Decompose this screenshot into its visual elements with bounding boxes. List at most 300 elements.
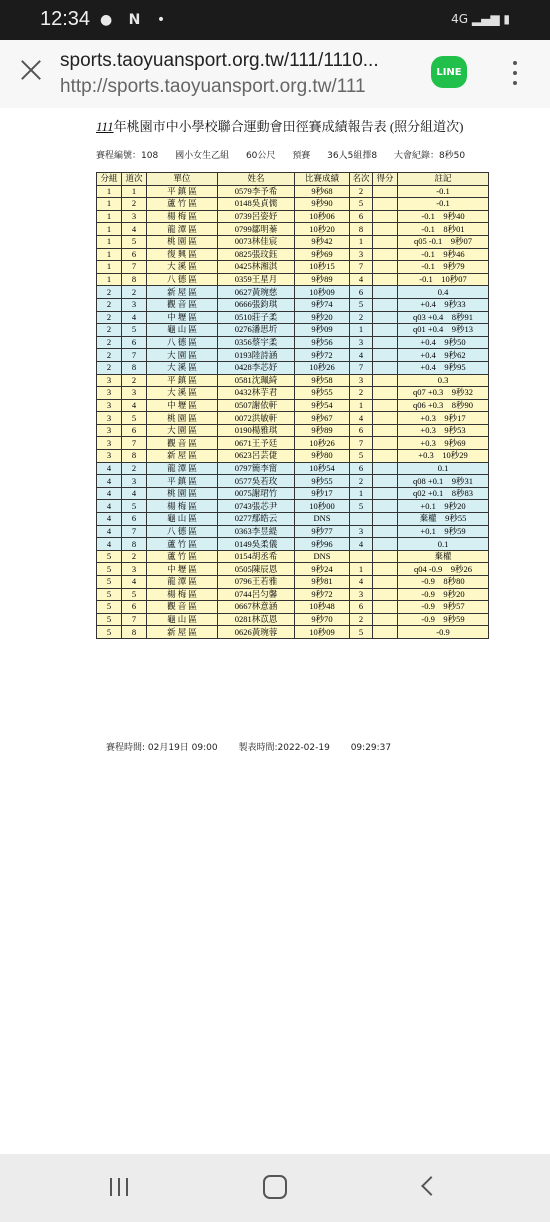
table-row [97,563,489,576]
android-nav-bar [0,1154,550,1222]
cell-name: 0072洪敏軒 [218,412,295,425]
cell-unit: 八 德 區 [147,273,218,286]
cell-note: q01 +0.4 9秒13 [398,324,489,337]
cell-rank: 7 [350,261,373,274]
report-footer [106,740,409,753]
table-row [97,374,489,387]
cell-unit: 復 興 區 [147,248,218,261]
cell-unit: 龜 山 區 [147,324,218,337]
cell-heat: 3 [97,399,122,412]
cell-score [373,576,398,589]
cell-note: 棄權 9秒55 [398,513,489,526]
cell-lane: 8 [122,538,147,551]
table-row [97,336,489,349]
cell-note: 0.3 [398,374,489,387]
cell-rank: 2 [350,387,373,400]
cell-note: 0.1 [398,538,489,551]
cell-unit: 桃 園 區 [147,487,218,500]
cell-note: -0.1 8秒01 [398,223,489,236]
cell-heat: 2 [97,349,122,362]
cell-unit: 龜 山 區 [147,613,218,626]
table-row [97,437,489,450]
cell-name: 0276潘思圻 [218,324,295,337]
cell-score [373,298,398,311]
cell-unit: 大 溪 區 [147,387,218,400]
cell-result: 9秒72 [295,349,350,362]
cell-result: 9秒20 [295,311,350,324]
cell-unit: 大 溪 區 [147,361,218,374]
table-row [97,588,489,601]
cell-name: 0359王星月 [218,273,295,286]
cell-rank: 3 [350,336,373,349]
cell-heat: 5 [97,550,122,563]
cell-result: 9秒72 [295,588,350,601]
meta-event-no: 賽程編號：108 [96,151,159,161]
cell-result: 9秒58 [295,374,350,387]
cell-result: 9秒55 [295,475,350,488]
cell-score [373,538,398,551]
table-row [97,210,489,223]
cell-note: q07 +0.3 9秒32 [398,387,489,400]
table-row [97,412,489,425]
cell-note: q02 +0.1 8秒83 [398,487,489,500]
cell-note: 0.1 [398,462,489,475]
cell-name: 0432林芋君 [218,387,295,400]
cell-lane: 8 [122,626,147,639]
cell-name: 0581沈珮綺 [218,374,295,387]
cell-name: 0743張芯尹 [218,500,295,513]
cell-result: 9秒80 [295,450,350,463]
cell-result: 9秒70 [295,613,350,626]
cell-rank: 2 [350,311,373,324]
cell-name: 0623呂芸倢 [218,450,295,463]
home-icon[interactable] [255,1172,295,1202]
cell-result: DNS [295,513,350,526]
cell-result: 10秒15 [295,261,350,274]
cell-name: 0190楊雅琪 [218,424,295,437]
cell-score [373,387,398,400]
status-right [451,12,510,26]
cell-score [373,601,398,614]
cell-lane: 5 [122,500,147,513]
cell-heat: 3 [97,424,122,437]
cell-name: 0797簡李甯 [218,462,295,475]
cell-heat: 2 [97,311,122,324]
cell-name: 0277鄢皓云 [218,513,295,526]
cell-note: 0.4 [398,286,489,299]
cell-rank: 5 [350,450,373,463]
cell-note: +0.4 9秒95 [398,361,489,374]
cell-heat: 5 [97,601,122,614]
cell-heat: 3 [97,450,122,463]
cell-unit: 中 壢 區 [147,311,218,324]
cell-rank: 3 [350,588,373,601]
footer-race-time: 賽程時間: 02月19日 09:00 [106,743,218,753]
cell-result: 9秒77 [295,525,350,538]
cell-result: 9秒69 [295,248,350,261]
table-row [97,349,489,362]
cell-heat: 4 [97,487,122,500]
cell-result: 9秒74 [295,298,350,311]
cell-heat: 3 [97,374,122,387]
table-body [97,185,489,638]
cell-unit: 平 鎮 區 [147,475,218,488]
cell-unit: 大 溪 區 [147,261,218,274]
cell-heat: 1 [97,210,122,223]
battery-icon: ▮ [503,12,510,26]
cell-score [373,500,398,513]
cell-score [373,361,398,374]
cell-heat: 2 [97,286,122,299]
table-row [97,424,489,437]
cell-score [373,286,398,299]
cell-note: +0.4 9秒50 [398,336,489,349]
cell-result: 10秒09 [295,286,350,299]
cell-score [373,588,398,601]
table-row [97,601,489,614]
cell-result: 10秒00 [295,500,350,513]
table-row [97,198,489,211]
cell-lane: 3 [122,210,147,223]
cell-name: 0799鄒明蓁 [218,223,295,236]
cell-heat: 5 [97,613,122,626]
cell-name: 0075謝珺竹 [218,487,295,500]
cell-score [373,248,398,261]
cell-unit: 楊 梅 區 [147,588,218,601]
cell-result: 10秒09 [295,626,350,639]
meta-category: 國小女生乙組 [175,151,230,161]
meta-qualify: 36人5組擇8 [327,151,378,161]
cell-rank: 5 [350,626,373,639]
cell-note: +0.3 9秒69 [398,437,489,450]
cell-unit: 龍 潭 區 [147,462,218,475]
cell-heat: 1 [97,185,122,198]
cell-heat: 3 [97,437,122,450]
cell-result: 9秒17 [295,487,350,500]
table-row [97,513,489,526]
cell-name: 0796王若雅 [218,576,295,589]
cell-result: 9秒89 [295,424,350,437]
cell-lane: 3 [122,475,147,488]
status-icons [100,12,177,28]
cell-score [373,349,398,362]
cell-lane: 4 [122,576,147,589]
table-row [97,286,489,299]
table-row [97,462,489,475]
cell-rank [350,513,373,526]
cell-unit: 蘆 竹 區 [147,538,218,551]
table-row [97,613,489,626]
footer-clock: 09:29:37 [350,743,392,753]
cell-rank: 1 [350,235,373,248]
cell-score [373,210,398,223]
table-row [97,311,489,324]
cell-result: 10秒48 [295,601,350,614]
cell-note: +0.4 9秒33 [398,298,489,311]
cell-result: 9秒67 [295,412,350,425]
cell-lane: 3 [122,387,147,400]
cell-unit: 龍 潭 區 [147,223,218,236]
cell-name: 0626黃琬蓉 [218,626,295,639]
table-row [97,273,489,286]
cell-unit: 觀 音 區 [147,298,218,311]
cell-rank: 3 [350,248,373,261]
header-unit: 單位 [147,173,218,186]
cell-note: q08 +0.1 9秒31 [398,475,489,488]
cell-unit: 桃 園 區 [147,412,218,425]
cell-unit: 中 壢 區 [147,399,218,412]
dot-icon: • [156,12,166,28]
cell-score [373,513,398,526]
cell-heat: 2 [97,336,122,349]
cell-heat: 4 [97,500,122,513]
cell-rank: 6 [350,210,373,223]
cell-result: 9秒81 [295,576,350,589]
cell-score [373,235,398,248]
cell-score [373,525,398,538]
cell-lane: 6 [122,336,147,349]
cell-lane: 5 [122,412,147,425]
cell-score [373,336,398,349]
cell-note: -0.1 9秒79 [398,261,489,274]
cell-rank: 5 [350,198,373,211]
cell-lane: 2 [122,462,147,475]
cell-unit: 蘆 竹 區 [147,550,218,563]
table-row [97,324,489,337]
cell-rank: 2 [350,185,373,198]
cell-name: 0425林湘淇 [218,261,295,274]
cell-note: +0.4 9秒62 [398,349,489,362]
cell-rank: 3 [350,374,373,387]
cell-heat: 2 [97,324,122,337]
cell-lane: 4 [122,223,147,236]
cell-rank: 1 [350,324,373,337]
cell-score [373,450,398,463]
cell-score [373,324,398,337]
cell-heat: 1 [97,273,122,286]
cell-name: 0281林苡恩 [218,613,295,626]
cell-rank: 4 [350,576,373,589]
cell-lane: 7 [122,261,147,274]
table-row [97,500,489,513]
cell-note: -0.1 9秒40 [398,210,489,223]
cell-score [373,424,398,437]
cell-note: -0.9 [398,626,489,639]
status-time: 12:34 [40,8,91,30]
cell-result: 10秒20 [295,223,350,236]
cell-note: q06 +0.3 8秒90 [398,399,489,412]
cell-rank: 7 [350,361,373,374]
cell-lane: 6 [122,513,147,526]
cell-lane: 3 [122,298,147,311]
cell-name: 0507謝依軒 [218,399,295,412]
report-title-text: 年桃園市中小學校聯合運動會田徑賽成績報告表 (照分組道次) [113,119,464,134]
cell-lane: 5 [122,235,147,248]
cell-lane: 5 [122,324,147,337]
cell-unit: 桃 園 區 [147,235,218,248]
cell-name: 0356蔡宇柔 [218,336,295,349]
cell-unit: 新 屋 區 [147,286,218,299]
cell-note: -0.9 9秒20 [398,588,489,601]
cell-result: 10秒26 [295,361,350,374]
report-meta [96,148,479,161]
cell-note: -0.1 [398,185,489,198]
cell-rank: 6 [350,286,373,299]
table-row [97,538,489,551]
cell-note: q04 -0.9 9秒26 [398,563,489,576]
cell-note: q05 -0.1 9秒07 [398,235,489,248]
report-title-year: 111 [96,119,114,134]
table-row [97,550,489,563]
cell-result: 9秒55 [295,387,350,400]
cell-note: -0.1 [398,198,489,211]
header-note: 註記 [398,173,489,186]
cell-note: -0.9 9秒57 [398,601,489,614]
cell-lane: 4 [122,311,147,324]
cell-unit: 中 壢 區 [147,563,218,576]
cell-rank: 7 [350,437,373,450]
cell-result: 9秒09 [295,324,350,337]
header-heat: 分組 [97,173,122,186]
cell-heat: 2 [97,361,122,374]
table-row [97,223,489,236]
cell-rank [350,550,373,563]
cell-unit: 蘆 竹 區 [147,198,218,211]
cell-lane: 6 [122,424,147,437]
cell-rank: 3 [350,525,373,538]
cell-name: 0363李昱緹 [218,525,295,538]
cell-unit: 楊 梅 區 [147,500,218,513]
cell-rank: 6 [350,424,373,437]
cell-lane: 8 [122,361,147,374]
cell-name: 0739呂姿妤 [218,210,295,223]
header-rank: 名次 [350,173,373,186]
cell-rank: 4 [350,412,373,425]
cell-heat: 5 [97,626,122,639]
cell-score [373,399,398,412]
footer-made-time: 製表時間:2022-02-19 [238,743,330,753]
cell-result: 9秒89 [295,273,350,286]
page-url[interactable]: http://sports.taoyuansport.org.tw/111 [60,76,366,97]
back-icon[interactable] [410,1172,450,1202]
cell-lane: 7 [122,613,147,626]
page-title[interactable]: sports.taoyuansport.org.tw/111/1110... [60,50,379,71]
cell-lane: 2 [122,286,147,299]
cell-heat: 1 [97,198,122,211]
meta-distance: 60公尺 [245,151,276,161]
close-icon[interactable] [18,57,44,83]
line-share-icon[interactable]: LINE [431,56,467,88]
cell-rank: 4 [350,349,373,362]
cell-lane: 3 [122,563,147,576]
cell-lane: 8 [122,450,147,463]
cell-score [373,273,398,286]
cell-lane: 7 [122,437,147,450]
recents-icon[interactable] [100,1172,140,1202]
cell-lane: 5 [122,588,147,601]
table-row [97,475,489,488]
chat-bubble-icon: ● [100,12,113,28]
cell-name: 0825張玟鈺 [218,248,295,261]
cell-rank: 5 [350,298,373,311]
cell-unit: 大 園 區 [147,424,218,437]
cell-rank: 4 [350,538,373,551]
cell-heat: 1 [97,223,122,236]
cell-unit: 新 屋 區 [147,626,218,639]
cell-unit: 八 德 區 [147,336,218,349]
cell-rank: 1 [350,399,373,412]
meta-round: 預賽 [292,151,311,161]
cell-unit: 平 鎮 區 [147,185,218,198]
table-row [97,399,489,412]
cell-name: 0577吳若玫 [218,475,295,488]
cell-lane: 4 [122,399,147,412]
table-row [97,261,489,274]
cell-score [373,475,398,488]
results-table [96,172,489,639]
cell-result: 9秒90 [295,198,350,211]
cell-note: +0.3 9秒53 [398,424,489,437]
cell-result: 9秒56 [295,336,350,349]
cell-heat: 4 [97,538,122,551]
cell-score [373,374,398,387]
cell-heat: 1 [97,248,122,261]
table-row [97,487,489,500]
cell-heat: 4 [97,475,122,488]
cell-rank: 2 [350,613,373,626]
cell-score [373,613,398,626]
cell-result: 9秒96 [295,538,350,551]
cell-name: 0671王予廷 [218,437,295,450]
cell-heat: 4 [97,513,122,526]
status-bar [0,0,550,40]
cell-note: -0.1 10秒07 [398,273,489,286]
cell-lane: 1 [122,185,147,198]
cell-note: -0.1 9秒46 [398,248,489,261]
cell-heat: 3 [97,412,122,425]
meta-record: 大會紀錄：8秒50 [393,151,466,161]
cell-score [373,311,398,324]
table-row [97,576,489,589]
cell-heat: 4 [97,525,122,538]
cell-lane: 2 [122,198,147,211]
header-lane: 道次 [122,173,147,186]
cell-result: 10秒54 [295,462,350,475]
cell-rank: 2 [350,475,373,488]
table-row [97,626,489,639]
cell-score [373,487,398,500]
table-header-row [97,173,489,186]
cell-result: DNS [295,550,350,563]
cell-rank: 6 [350,601,373,614]
cell-unit: 觀 音 區 [147,601,218,614]
header-result: 比賽成績 [295,173,350,186]
cell-lane: 6 [122,248,147,261]
more-menu-icon[interactable] [505,58,525,88]
cell-lane: 7 [122,349,147,362]
cell-name: 0148吳貞儒 [218,198,295,211]
cell-note: +0.3 10秒29 [398,450,489,463]
table-row [97,450,489,463]
cell-name: 0666張鈞琪 [218,298,295,311]
cell-rank: 8 [350,223,373,236]
cell-note: +0.1 9秒20 [398,500,489,513]
cell-heat: 5 [97,563,122,576]
cell-heat: 5 [97,588,122,601]
cell-score [373,550,398,563]
cell-lane: 2 [122,374,147,387]
cell-name: 0627黃琬慈 [218,286,295,299]
